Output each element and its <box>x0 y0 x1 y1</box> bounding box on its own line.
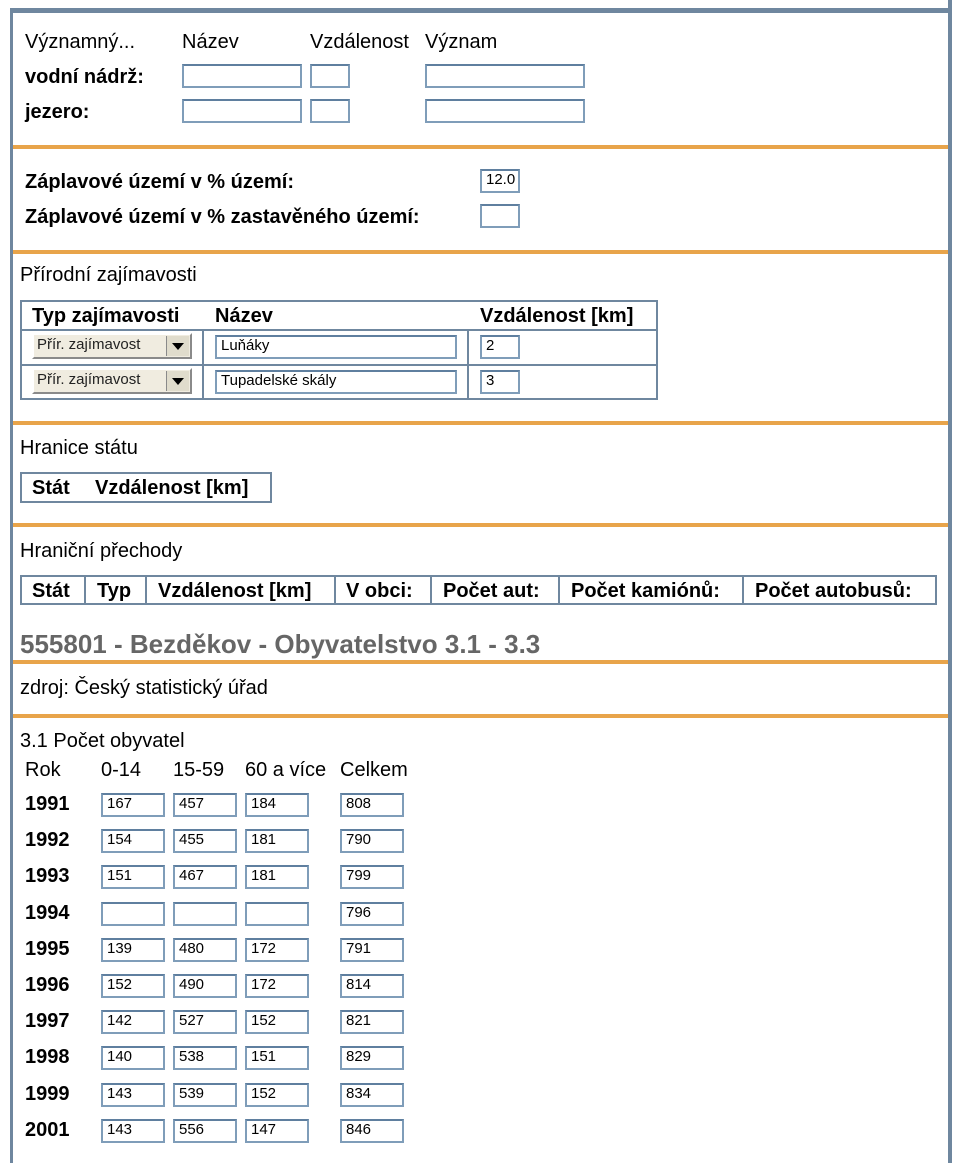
population-0-14-input[interactable]: 140 <box>101 1046 165 1070</box>
section-title: 555801 - Bezděkov - Obyvatelstvo 3.1 - 3.3 <box>20 629 541 659</box>
population-header-year: Rok <box>25 759 61 781</box>
population-0-14-input[interactable]: 143 <box>101 1083 165 1107</box>
crossings-table-line <box>84 575 86 605</box>
nature-table-line <box>202 329 204 400</box>
crossings-table-line <box>334 575 336 605</box>
separator <box>13 421 948 425</box>
population-0-14-input[interactable]: 154 <box>101 829 165 853</box>
population-15-59-input[interactable]: 556 <box>173 1119 237 1143</box>
nature-distance-input[interactable]: 3 <box>480 370 520 394</box>
population-60-plus-input[interactable]: 152 <box>245 1010 309 1034</box>
population-total-input[interactable]: 814 <box>340 974 404 998</box>
frame-top-border <box>10 8 948 13</box>
crossings-header-in-village: V obci: <box>346 580 413 602</box>
flood-area-input[interactable]: 12.0 <box>480 169 520 193</box>
population-year: 1998 <box>25 1046 70 1069</box>
population-60-plus-input[interactable]: 172 <box>245 938 309 962</box>
nature-name-input[interactable]: Tupadelské skály <box>215 370 457 394</box>
population-60-plus-input[interactable]: 147 <box>245 1119 309 1143</box>
population-60-plus-input[interactable]: 172 <box>245 974 309 998</box>
separator <box>13 714 948 718</box>
population-60-plus-input[interactable]: 152 <box>245 1083 309 1107</box>
nature-distance-input[interactable]: 2 <box>480 335 520 359</box>
population-0-14-input[interactable]: 152 <box>101 974 165 998</box>
crossings-header-trucks: Počet kamiónů: <box>571 580 720 602</box>
nature-type-select[interactable] <box>32 333 192 359</box>
crossings-header-state: Stát <box>32 580 70 602</box>
nature-type-value: Přír. zajímavost <box>37 336 141 353</box>
water-header-distance: Vzdálenost <box>310 31 409 53</box>
chevron-down-icon[interactable] <box>166 336 189 356</box>
frame-left-border <box>10 8 13 1163</box>
population-60-plus-input[interactable]: 181 <box>245 829 309 853</box>
flood-built-label: Záplavové území v % zastavěného území: <box>25 206 420 228</box>
population-0-14-input[interactable]: 139 <box>101 938 165 962</box>
nature-table-line <box>467 329 469 400</box>
crossings-table-line <box>742 575 744 605</box>
lake-meaning-input[interactable] <box>425 99 585 123</box>
population-header-15-59: 15-59 <box>173 759 225 781</box>
population-15-59-input[interactable]: 539 <box>173 1083 237 1107</box>
data-source: zdroj: Český statistický úřad <box>20 677 268 699</box>
population-15-59-input[interactable] <box>173 902 237 926</box>
separator <box>13 250 948 254</box>
population-0-14-input[interactable] <box>101 902 165 926</box>
reservoir-distance-input[interactable] <box>310 64 350 88</box>
crossings-header-cars: Počet aut: <box>443 580 540 602</box>
flood-built-input[interactable] <box>480 204 520 228</box>
population-header-0-14: 0-14 <box>101 759 142 781</box>
reservoir-label: vodní nádrž: <box>25 66 144 88</box>
border-title: Hranice státu <box>20 437 138 459</box>
reservoir-name-input[interactable] <box>182 64 302 88</box>
crossings-header-buses: Počet autobusů: <box>755 580 912 602</box>
population-15-59-input[interactable]: 527 <box>173 1010 237 1034</box>
lake-label: jezero: <box>25 101 90 123</box>
nature-table-line <box>20 329 658 331</box>
lake-name-input[interactable] <box>182 99 302 123</box>
population-year: 1991 <box>25 793 70 815</box>
population-0-14-input[interactable]: 143 <box>101 1119 165 1143</box>
population-year: 1993 <box>25 865 70 888</box>
separator <box>13 523 948 527</box>
nature-title: Přírodní zajímavosti <box>20 264 197 286</box>
population-year: 1997 <box>25 1010 70 1033</box>
population-year: 1999 <box>25 1082 70 1105</box>
lake-distance-input[interactable] <box>310 99 350 123</box>
crossings-header-distance: Vzdálenost [km] <box>158 580 312 602</box>
population-60-plus-input[interactable]: 151 <box>245 1046 309 1070</box>
nature-name-input[interactable]: Luňáky <box>215 335 457 359</box>
population-15-59-input[interactable]: 455 <box>173 829 237 853</box>
population-total-input[interactable]: 791 <box>340 938 404 962</box>
chevron-down-icon[interactable] <box>166 371 189 391</box>
nature-type-value: Přír. zajímavost <box>37 371 141 388</box>
nature-header-name: Název <box>215 305 273 327</box>
crossings-title: Hraniční přechody <box>20 540 183 562</box>
population-total-input[interactable]: 821 <box>340 1010 404 1034</box>
population-total-input[interactable]: 829 <box>340 1046 404 1070</box>
nature-header-type: Typ zajímavosti <box>32 305 180 327</box>
population-title: 3.1 Počet obyvatel <box>20 730 185 752</box>
population-header-60-plus: 60 a více <box>245 759 327 781</box>
population-15-59-input[interactable]: 538 <box>173 1046 237 1070</box>
population-year: 1994 <box>25 901 70 924</box>
population-0-14-input[interactable]: 151 <box>101 865 165 889</box>
population-header-total: Celkem <box>340 759 408 781</box>
population-60-plus-input[interactable]: 184 <box>245 793 309 817</box>
population-total-input[interactable]: 846 <box>340 1119 404 1143</box>
crossings-header-type: Typ <box>97 580 132 602</box>
reservoir-meaning-input[interactable] <box>425 64 585 88</box>
border-header-distance: Vzdálenost [km] <box>95 477 249 499</box>
population-year: 1995 <box>25 937 70 960</box>
population-year: 1992 <box>25 829 70 852</box>
water-header-name: Název <box>182 31 239 53</box>
frame-right-border <box>948 0 952 1163</box>
crossings-table-line <box>558 575 560 605</box>
population-15-59-input[interactable]: 457 <box>173 793 237 817</box>
nature-header-distance: Vzdálenost [km] <box>480 305 634 327</box>
population-total-input[interactable]: 796 <box>340 902 404 926</box>
separator <box>13 660 948 664</box>
population-60-plus-input[interactable]: 181 <box>245 865 309 889</box>
population-15-59-input[interactable]: 480 <box>173 938 237 962</box>
population-15-59-input[interactable]: 467 <box>173 865 237 889</box>
population-year: 2001 <box>25 1118 70 1141</box>
nature-type-select[interactable] <box>32 368 192 394</box>
population-60-plus-input[interactable] <box>245 902 309 926</box>
water-header-significant: Významný... <box>25 31 136 53</box>
population-0-14-input[interactable]: 142 <box>101 1010 165 1034</box>
separator <box>13 145 948 149</box>
population-year: 1996 <box>25 974 70 996</box>
population-15-59-input[interactable]: 490 <box>173 974 237 998</box>
nature-table-line <box>20 364 658 366</box>
crossings-table-line <box>145 575 147 605</box>
water-header-meaning: Význam <box>425 31 498 53</box>
population-0-14-input[interactable]: 167 <box>101 793 165 817</box>
population-total-input[interactable]: 790 <box>340 829 404 853</box>
border-header-state: Stát <box>32 477 70 499</box>
population-total-input[interactable]: 808 <box>340 793 404 817</box>
flood-area-label: Záplavové území v % území: <box>25 171 294 193</box>
crossings-table-line <box>430 575 432 605</box>
population-total-input[interactable]: 799 <box>340 865 404 889</box>
population-total-input[interactable]: 834 <box>340 1083 404 1107</box>
